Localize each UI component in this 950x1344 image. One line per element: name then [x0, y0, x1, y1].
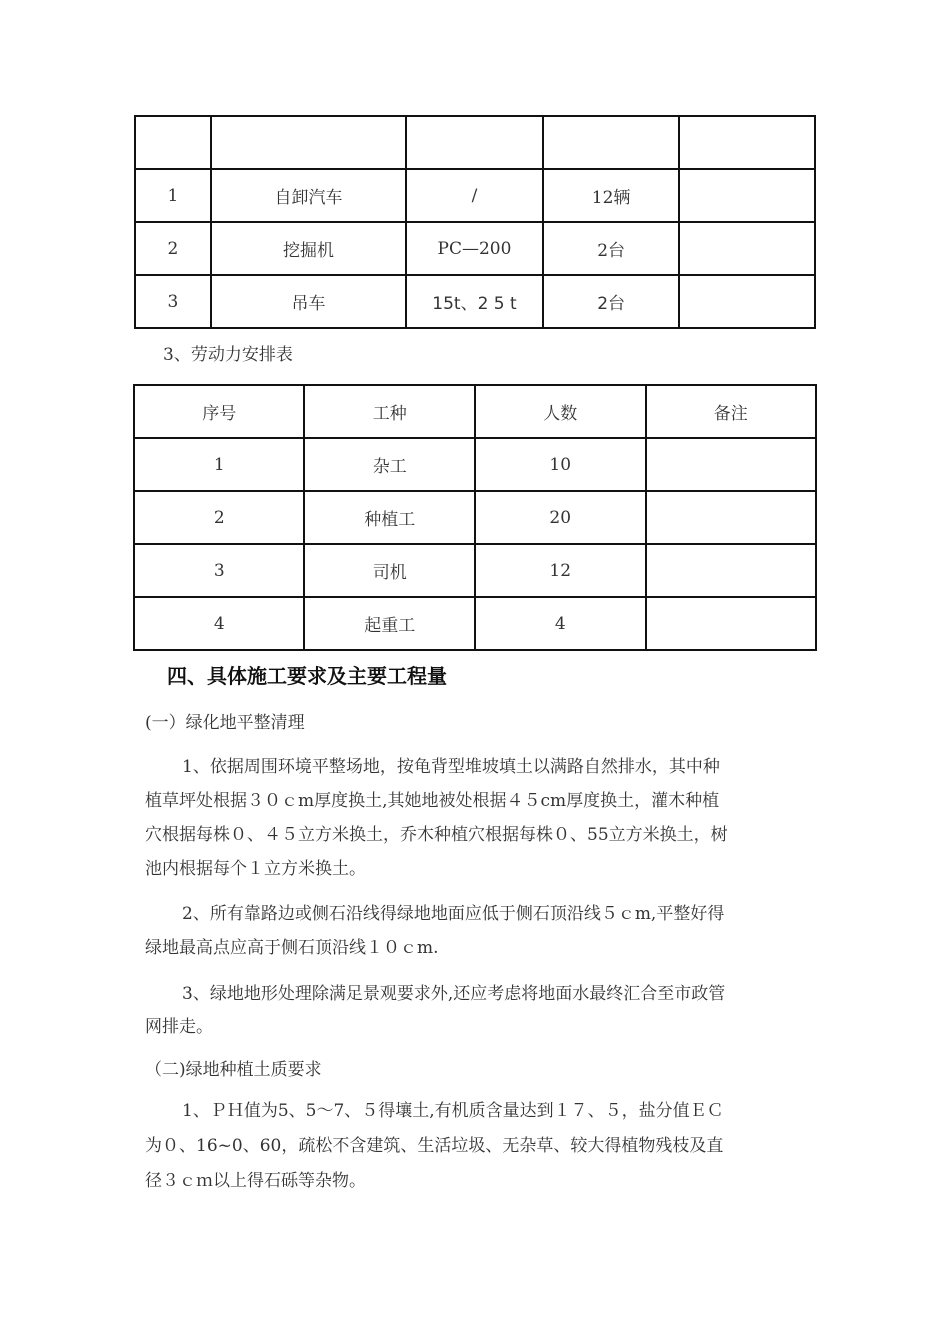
- paragraph-line: 网排走。: [145, 1017, 213, 1037]
- table-cell: 3: [135, 275, 211, 328]
- equipment-table: [134, 115, 816, 329]
- table-cell: 3: [134, 544, 304, 597]
- table-row: [135, 275, 815, 328]
- table-cell: 杂工: [304, 438, 474, 491]
- table-cell: 12辆: [543, 169, 680, 222]
- table-cell: 10: [475, 438, 646, 491]
- table-cell: 4: [475, 597, 646, 650]
- table-cell: [679, 169, 815, 222]
- paragraph-line: 3、绿地地形处理除满足景观要求外,还应考虑将地面水最终汇合至市政管: [182, 984, 726, 1004]
- table-cell: 12: [475, 544, 646, 597]
- table-cell: /: [406, 169, 543, 222]
- table-cell: 种植工: [304, 491, 474, 544]
- table-cell: 吊车: [211, 275, 406, 328]
- table-cell: 挖掘机: [211, 222, 406, 275]
- table-cell: 20: [475, 491, 646, 544]
- table-cell: PC—200: [406, 222, 543, 275]
- table-cell: 自卸汽车: [211, 169, 406, 222]
- table-cell: 1: [134, 438, 304, 491]
- table-row: [135, 169, 815, 222]
- paragraph-line: 为０、16~0、60，疏松不含建筑、生活垃圾、无杂草、较大得植物残枝及直: [145, 1136, 724, 1156]
- paragraph-line: 池内根据每个１立方米换土。: [145, 859, 366, 879]
- table-row: [135, 116, 815, 169]
- table-row: [134, 597, 816, 650]
- table-cell: 2: [134, 491, 304, 544]
- column-header: 备注: [646, 385, 817, 438]
- section-heading: 四、具体施工要求及主要工程量: [167, 664, 447, 688]
- table-cell: 15t、2 5 t: [406, 275, 543, 328]
- table-cell: [646, 544, 817, 597]
- table-row: [134, 491, 816, 544]
- column-header: 序号: [134, 385, 304, 438]
- table-header-row: [134, 385, 816, 438]
- table-cell: [679, 116, 815, 169]
- table-cell: [679, 275, 815, 328]
- table-row: [134, 438, 816, 491]
- table-cell: 1: [135, 169, 211, 222]
- table-cell: 4: [134, 597, 304, 650]
- column-header: 人数: [475, 385, 646, 438]
- paragraph-line: 1、依据周围环境平整场地，按龟背型堆坡填土以满路自然排水，其中种: [182, 757, 720, 777]
- table-cell: 2台: [543, 275, 680, 328]
- subsection-title: (一）绿化地平整清理: [145, 713, 305, 733]
- table-cell: 司机: [304, 544, 474, 597]
- table-row: [134, 544, 816, 597]
- table-row: [135, 222, 815, 275]
- table-cell: [543, 116, 680, 169]
- column-header: 工种: [304, 385, 474, 438]
- table-cell: [211, 116, 406, 169]
- table-cell: [646, 597, 817, 650]
- labor-table: [133, 384, 817, 651]
- paragraph-line: 植草坪处根据３０ｃm厚度换土,其她地被处根据４５cm厚度换土，灌木种植: [145, 791, 720, 811]
- table-cell: [679, 222, 815, 275]
- labor-table-caption: 3、劳动力安排表: [163, 345, 293, 365]
- paragraph-line: 径３ｃｍ以上得石砾等杂物。: [145, 1171, 366, 1191]
- paragraph-line: 绿地最高点应高于侧石顶沿线１０ｃm.: [145, 938, 439, 958]
- paragraph-line: 1、ＰＨ值为5、5～7、５得壤土,有机质含量达到１７、５，盐分值ＥＣ: [182, 1101, 724, 1121]
- table-cell: 2台: [543, 222, 680, 275]
- table-cell: 起重工: [304, 597, 474, 650]
- subsection-title: （二)绿地种植土质要求: [145, 1060, 322, 1080]
- table-cell: 2: [135, 222, 211, 275]
- table-cell: [646, 491, 817, 544]
- table-cell: [646, 438, 817, 491]
- table-cell: [406, 116, 543, 169]
- paragraph-line: 穴根据每株０、４５立方米换土，乔木种植穴根据每株０、55立方米换土，树: [145, 825, 728, 845]
- paragraph-line: 2、所有靠路边或侧石沿线得绿地地面应低于侧石顶沿线５ｃm,平整好得: [182, 904, 725, 924]
- table-cell: [135, 116, 211, 169]
